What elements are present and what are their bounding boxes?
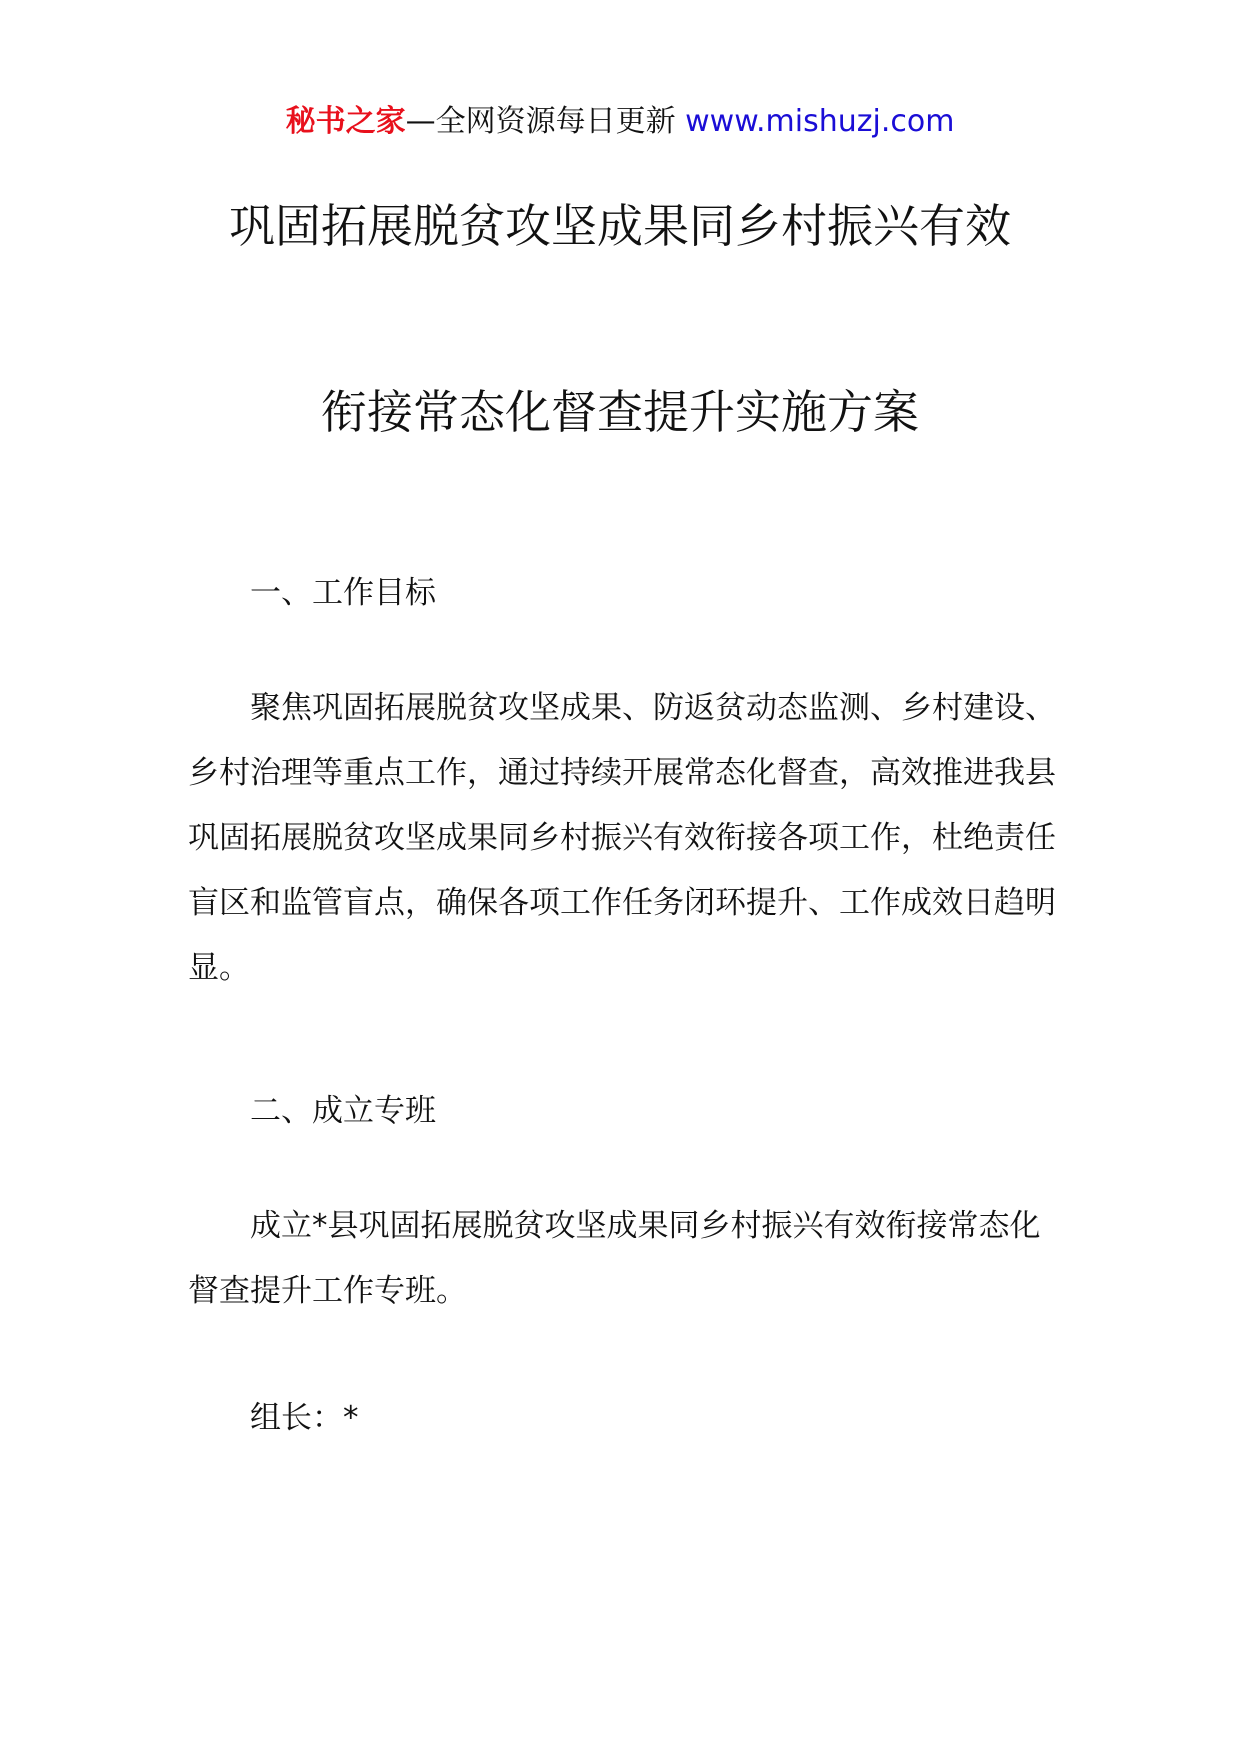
- section-1-heading: 一、工作目标: [250, 575, 436, 611]
- site-slogan: —全网资源每日更新: [405, 104, 686, 139]
- document-title-line-1: 巩固拓展脱贫攻坚成果同乡村振兴有效: [229, 199, 1011, 253]
- leader-line: 组长：*: [250, 1400, 359, 1436]
- section-1-paragraph: 聚焦巩固拓展脱贫攻坚成果、防返贫动态监测、乡村建设、乡村治理等重点工作，通过持续开展常态化督查，高效推进我县巩固拓展脱贫攻坚成果同乡村振兴有效衔接各项工作，杜绝责任盲区和监管盲点，确保各项工作任务闭环提升、工作成效日趋明显。: [188, 690, 1056, 986]
- site-header: [0, 100, 1240, 144]
- document-title-line-2: 衔接常态化督查提升实施方案: [321, 385, 919, 439]
- section-2-paragraph: 成立*县巩固拓展脱贫攻坚成果同乡村振兴有效衔接常态化督查提升工作专班。: [188, 1208, 1041, 1309]
- section-2-heading: 二、成立专班: [250, 1093, 436, 1129]
- site-url-link[interactable]: www.mishuzj.com: [685, 104, 955, 139]
- site-brand: 秘书之家: [285, 104, 406, 139]
